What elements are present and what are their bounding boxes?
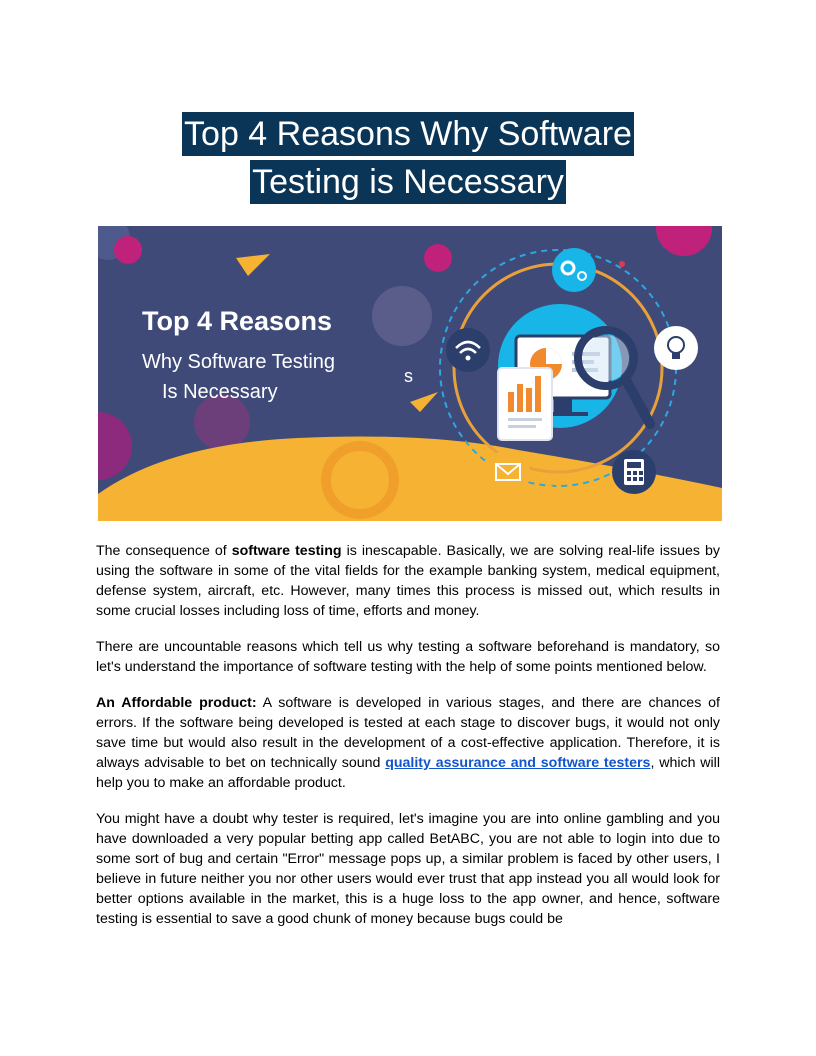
hero-stray-letter: s [404, 366, 413, 386]
calculator-icon [612, 450, 656, 494]
wifi-icon [446, 328, 490, 372]
p3-text: A software is developed in various stages, and there are chances of errors. If the software being developed is tested at each stage to discover bugs, it would not only save time but would also result in the development of a cost-effective application. Therefore, it is always advisable to bet on technically sound [96, 695, 720, 771]
tablet-chart-icon [498, 368, 552, 440]
article-body [96, 541, 720, 945]
hero-banner-image [98, 226, 722, 521]
qa-testers-link[interactable]: quality assurance and software testers [385, 755, 651, 771]
document-title [0, 112, 816, 208]
title-line-1: Top 4 Reasons Why Software [182, 112, 634, 156]
hero-heading: Top 4 Reasons [142, 306, 333, 336]
decor-dot [424, 244, 452, 272]
lightbulb-icon [654, 326, 698, 370]
paragraph-3 [96, 693, 720, 793]
paragraph-4: You might have a doubt why tester is required, let's imagine you are into online gambling and you have downloaded a very popular betting app called BetABC, you are not able to login into due to some sort of bug and certain "Error" message pops up, a similar problem is faced by other users, I believe in future neither you nor other users would ever trust that app instead you all would look for better options available in the market, this is a huge loss to the app owner, and hence, software testing is essential to save a good chunk of money because bugs could be [96, 811, 720, 927]
title-line-2: Testing is Necessary [250, 160, 566, 204]
gears-icon [552, 248, 596, 292]
p1-text-cont: is inescapable. Basically, we are solving real-life issues by using the software in some of the vital fields for the example banking system, medical equipment, defense system, aircraft, etc. However, many times this process is missed out, which results in some crucial losses including loss of time, efforts and money. [96, 543, 720, 619]
p1-text: The consequence of [96, 543, 232, 559]
hero-subheading-2: Is Necessary [162, 381, 278, 403]
hero-subheading-1: Why Software Testing [142, 351, 336, 373]
email-icon [486, 450, 530, 494]
p3-text-cont: , which will help you to make an affordable product. [96, 755, 720, 791]
p1-bold: software testing [231, 543, 342, 559]
orbit-dot [547, 485, 553, 491]
paragraph-1 [96, 541, 720, 621]
paragraph-2: There are uncountable reasons which tell us why testing a software beforehand is mandatory, so let's understand the importance of software testing with the help of some points mentioned below. [96, 639, 720, 675]
p3-bold-lead: An Affordable product: [96, 695, 257, 711]
decor-dot [114, 236, 142, 264]
orbit-dot [619, 261, 625, 267]
decor-dot [372, 286, 432, 346]
